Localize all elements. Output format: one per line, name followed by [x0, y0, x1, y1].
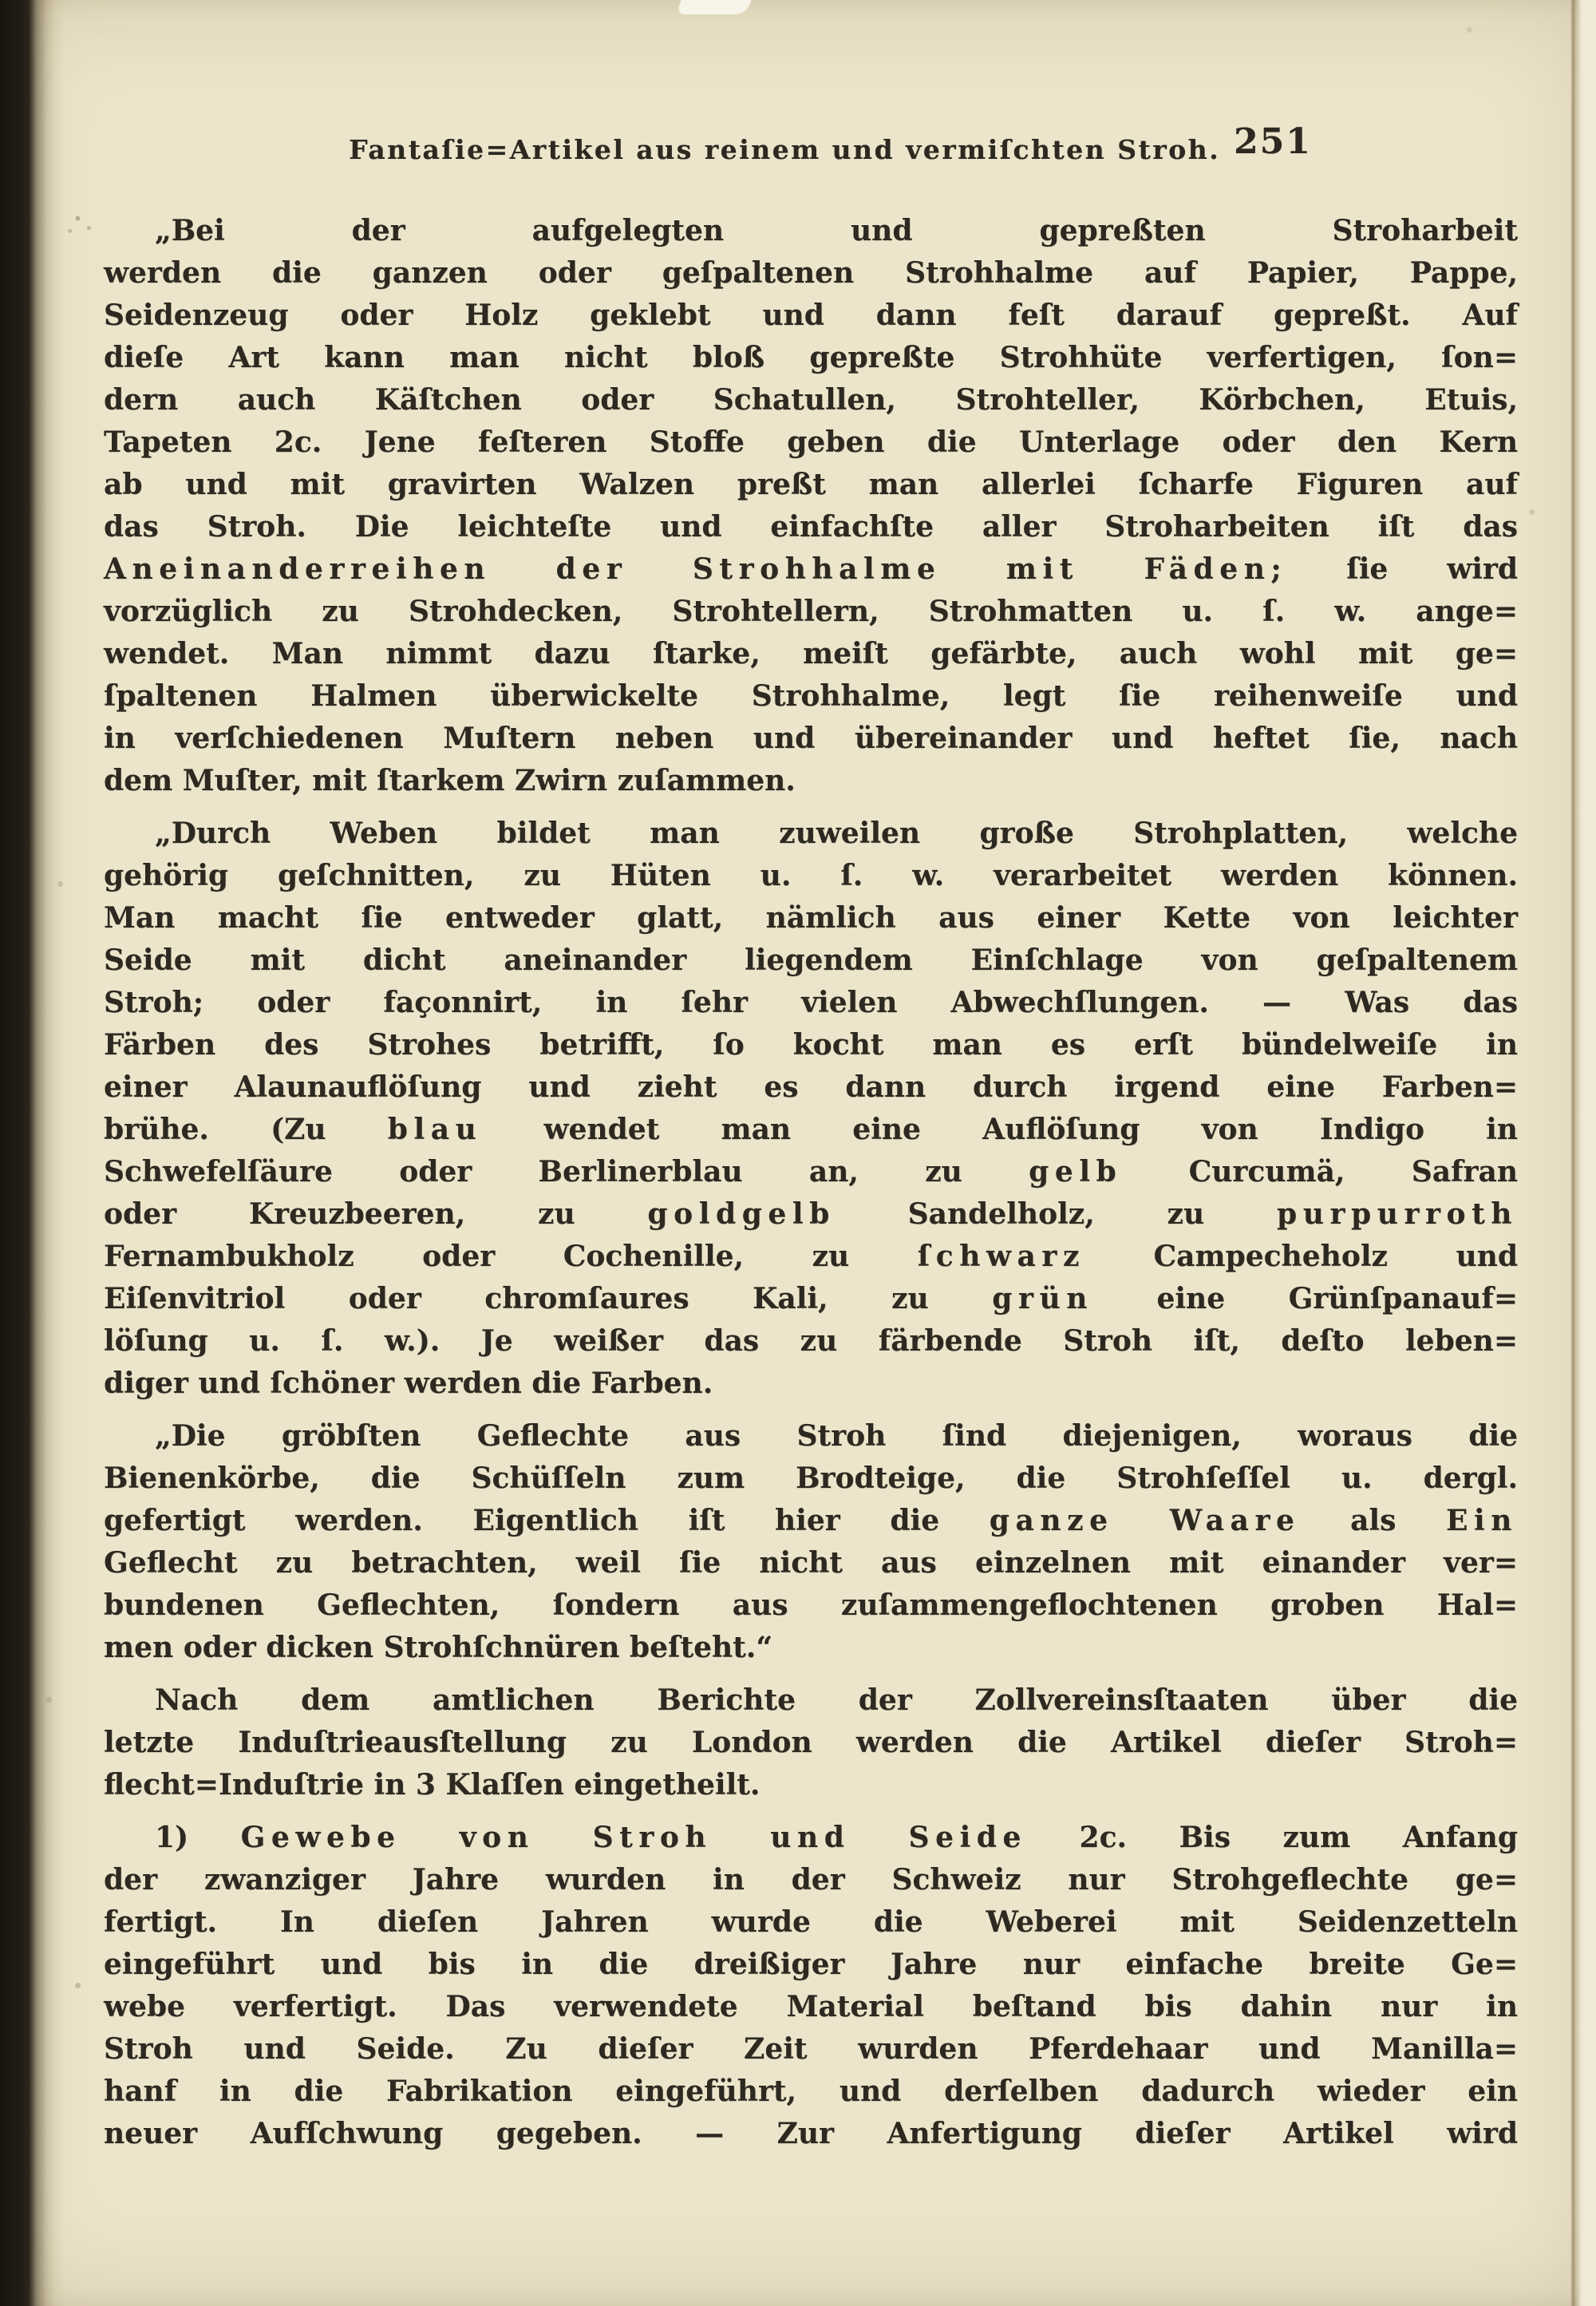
text-line — [104, 1024, 1518, 1066]
text-segment: Sandelholz, zu — [835, 1197, 1277, 1231]
emphasized-text: purpurroth — [1276, 1197, 1518, 1231]
text-line — [104, 675, 1518, 718]
text-line — [104, 982, 1518, 1024]
text-line — [104, 295, 1518, 337]
paragraph — [104, 813, 1518, 1405]
binding-gutter-shadow — [0, 0, 65, 2306]
page-right-edge — [1570, 0, 1596, 2306]
text-segment: „Durch Weben bildet man zuweilen große Strohplatten, welche — [155, 817, 1518, 850]
paragraph — [104, 1415, 1518, 1669]
text-line — [104, 1764, 1518, 1806]
text-segment: Eiſenvitriol oder chromſaures Kali, zu — [104, 1282, 993, 1315]
text-line — [104, 1278, 1518, 1320]
text-segment: Färben des Strohes betrifft, ſo kocht man es erſt bündelweiſe in — [104, 1028, 1518, 1062]
emphasized-text: goldgelb — [647, 1197, 836, 1231]
text-line — [104, 1542, 1518, 1584]
emphasized-text: grün — [992, 1282, 1093, 1315]
text-segment: dern auch Käſtchen oder Schatullen, Strohteller, Körbchen, Etuis, — [104, 383, 1518, 417]
text-segment: Seidenzeug oder Holz geklebt und dann feſt darauf gepreßt. Auf — [104, 299, 1518, 332]
text-segment: Stroh und Seide. Zu dieſer Zeit wurden Pferdehaar und Manilla= — [104, 2032, 1518, 2066]
text-line — [104, 1320, 1518, 1363]
text-segment: „Bei der aufgelegten und gepreßten Stroharbeit — [155, 214, 1518, 247]
text-line — [104, 1066, 1518, 1109]
text-line — [104, 379, 1518, 421]
text-segment: ab und mit gravirten Walzen preßt man allerlei ſcharfe Figuren auf — [104, 468, 1518, 501]
text-segment: flecht=Induſtrie in 3 Klaſſen eingetheilt. — [104, 1768, 760, 1802]
text-segment: 2c. Bis zum Anfang — [1027, 1821, 1519, 1854]
paragraph — [104, 210, 1518, 802]
text-line — [104, 1363, 1518, 1405]
text-segment: neuer Aufſchwung gegeben. — Zur Anfertigung dieſer Artikel wird — [104, 2117, 1518, 2150]
text-line — [104, 548, 1518, 591]
text-segment: letzte Induſtrieausſtellung zu London werden die Artikel dieſer Stroh= — [104, 1726, 1518, 1759]
emphasized-text: blau — [387, 1113, 483, 1146]
text-line — [104, 1901, 1518, 1944]
text-line — [104, 1193, 1518, 1236]
text-line — [104, 1859, 1518, 1901]
emphasized-text: Ein — [1446, 1504, 1518, 1537]
text-segment: dem Muſter, mit ſtarkem Zwirn zuſammen. — [104, 764, 796, 797]
emphasized-text: Gewebe von Stroh und Seide — [240, 1821, 1028, 1854]
text-line — [104, 897, 1518, 939]
text-line — [104, 1944, 1518, 1986]
text-segment: gehörig geſchnitten, zu Hüten u. ſ. w. verarbeitet werden können. — [104, 859, 1518, 892]
text-segment: Schwefelſäure oder Berlinerblau an, zu — [104, 1155, 1029, 1189]
text-segment: dieſe Art kann man nicht bloß gepreßte Strohhüte verfertigen, ſon= — [104, 341, 1518, 374]
text-segment: wendet man eine Auflöſung von Indigo in — [482, 1113, 1518, 1146]
text-line — [104, 2071, 1518, 2113]
text-segment: eine Grünſpanauf= — [1092, 1282, 1519, 1315]
page-number: 251 — [1234, 121, 1312, 162]
running-title: Fantaſie=Artikel aus reinem und vermiſchten Stroh. — [349, 134, 1221, 165]
text-segment: men oder dicken Strohſchnüren beſteht.“ — [104, 1631, 773, 1664]
text-line — [104, 337, 1518, 379]
text-segment: Curcumä, Safran — [1122, 1155, 1518, 1189]
text-line — [104, 718, 1518, 760]
text-line — [104, 1151, 1518, 1193]
text-line — [104, 1109, 1518, 1151]
text-segment: als — [1300, 1504, 1447, 1537]
text-line — [104, 2113, 1518, 2155]
text-segment: gefertigt werden. Eigentlich iſt hier die — [104, 1504, 990, 1537]
scan-artifact-notch — [677, 0, 753, 14]
text-segment: bundenen Geflechten, ſondern aus zuſammengeflochtenen groben Hal= — [104, 1588, 1518, 1622]
text-segment: Tapeten 2c. Jene feſteren Stoffe geben die Unterlage oder den Kern — [104, 425, 1518, 459]
text-line — [104, 210, 1518, 252]
text-segment: oder Kreuzbeeren, zu — [104, 1197, 648, 1231]
text-line — [104, 1986, 1518, 2028]
text-segment: Campecheholz und — [1084, 1240, 1518, 1273]
text-line — [104, 855, 1518, 897]
text-segment: das Stroh. Die leichteſte und einfachſte aller Stroharbeiten iſt das — [104, 510, 1518, 544]
text-segment: Stroh; oder façonnirt, in ſehr vielen Abwechſlungen. — Was das — [104, 986, 1518, 1019]
text-segment: Bienenkörbe, die Schüſſeln zum Brodteige, die Strohſeſſel u. dergl. — [104, 1462, 1518, 1495]
text-line — [104, 1458, 1518, 1500]
running-header — [104, 121, 1518, 177]
text-segment: webe verfertigt. Das verwendete Material beſtand bis dahin nur in — [104, 1990, 1518, 2023]
text-line — [104, 1415, 1518, 1458]
text-segment: werden die ganzen oder geſpaltenen Strohhalme auf Papier, Pappe, — [104, 256, 1518, 290]
text-segment: in verſchiedenen Muſtern neben und übereinander und heftet ſie, nach — [104, 722, 1518, 755]
text-line — [104, 421, 1518, 464]
text-line — [104, 1679, 1518, 1722]
text-line — [104, 1500, 1518, 1542]
paper-speckles — [0, 0, 2, 2]
text-segment: 1) — [155, 1821, 241, 1854]
text-segment: eingeführt und bis in die dreißiger Jahre nur einfache breite Ge= — [104, 1948, 1518, 1981]
text-line — [104, 591, 1518, 633]
text-segment: Nach dem amtlichen Berichte der Zollvereinsſtaaten über die — [155, 1683, 1518, 1717]
text-segment: Geflecht zu betrachten, weil ſie nicht aus einzelnen mit einander ver= — [104, 1546, 1518, 1580]
text-line — [104, 1236, 1518, 1278]
text-line — [104, 506, 1518, 548]
paragraph — [104, 1679, 1518, 1806]
text-line — [104, 939, 1518, 982]
body-paragraphs — [104, 210, 1518, 2155]
text-segment: löſung u. ſ. w.). Je weißer das zu färbende Stroh iſt, deſto leben= — [104, 1324, 1518, 1358]
paragraph — [104, 1817, 1518, 2155]
text-line — [104, 1817, 1518, 1859]
text-segment: wendet. Man nimmt dazu ſtarke, meiſt gefärbte, auch wohl mit ge= — [104, 637, 1518, 670]
text-line — [104, 464, 1518, 506]
text-segment: ſpaltenen Halmen überwickelte Strohhalme, legt ſie reihenweiſe und — [104, 679, 1518, 713]
text-segment: vorzüglich zu Strohdecken, Strohtellern, Strohmatten u. ſ. w. ange= — [104, 595, 1518, 628]
emphasized-text: ganze Waare — [989, 1504, 1301, 1537]
text-segment: hanf in die Fabrikation eingeführt, und derſelben dadurch wieder ein — [104, 2075, 1518, 2108]
text-line — [104, 2028, 1518, 2071]
text-segment: fertigt. In dieſen Jahren wurde die Weberei mit Seidenzetteln — [104, 1905, 1518, 1939]
emphasized-text: Aneinanderreihen der Strohhalme mit Fäden; — [104, 552, 1288, 586]
text-line — [104, 633, 1518, 675]
text-line — [104, 1722, 1518, 1764]
text-line — [104, 1627, 1518, 1669]
emphasized-text: ſchwarz — [917, 1240, 1085, 1273]
emphasized-text: gelb — [1029, 1155, 1123, 1189]
text-segment: einer Alaunauflöſung und zieht es dann durch irgend eine Farben= — [104, 1070, 1518, 1104]
text-segment: diger und ſchöner werden die Farben. — [104, 1367, 713, 1400]
text-line — [104, 813, 1518, 855]
text-segment: Seide mit dicht aneinander liegendem Einſchlage von geſpaltenem — [104, 943, 1518, 977]
text-line — [104, 1584, 1518, 1627]
text-segment: ſie wird — [1287, 552, 1519, 586]
text-segment: Fernambukholz oder Cochenille, zu — [104, 1240, 918, 1273]
text-segment: brühe. (Zu — [104, 1113, 388, 1146]
text-segment: „Die gröbſten Geflechte aus Stroh ſind diejenigen, woraus die — [155, 1419, 1518, 1453]
text-segment: Man macht ſie entweder glatt, nämlich aus einer Kette von leichter — [104, 901, 1518, 935]
text-segment: der zwanziger Jahre wurden in der Schweiz nur Strohgeflechte ge= — [104, 1863, 1518, 1897]
text-line — [104, 252, 1518, 295]
text-line — [104, 760, 1518, 802]
